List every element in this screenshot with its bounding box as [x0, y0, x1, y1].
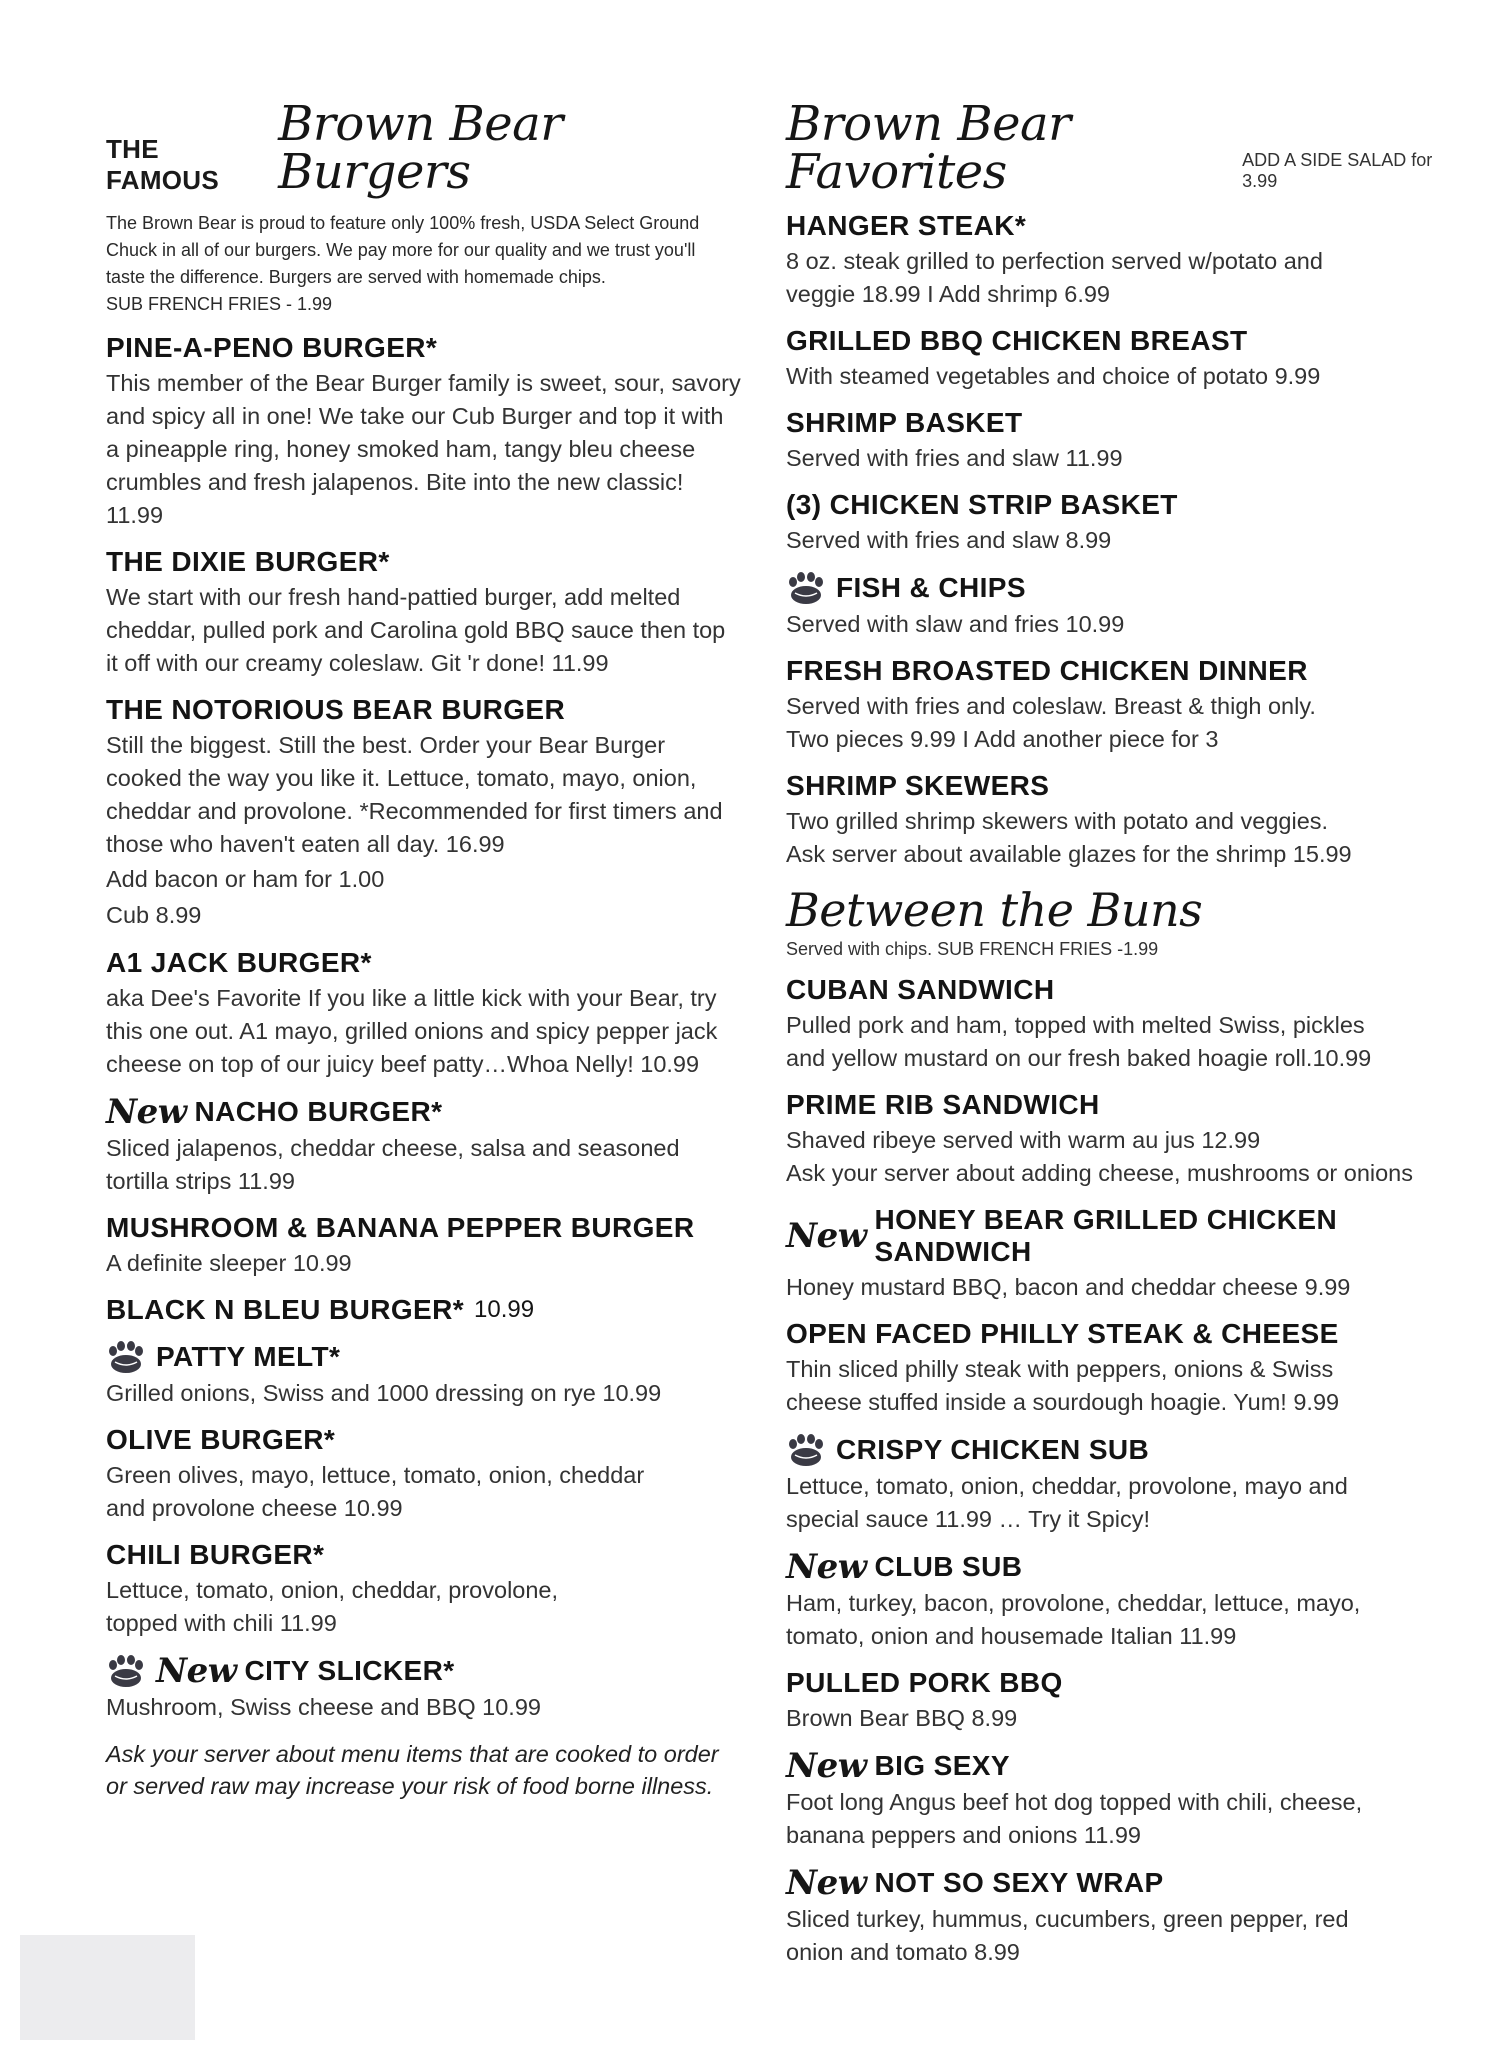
menu-item [786, 1089, 1436, 1190]
description-line: cheddar, pulled pork and Carolina gold BBQ sauce then top [106, 617, 726, 643]
menu-item-name: CRISPY CHICKEN SUB [836, 1434, 1150, 1465]
menu-item-description [786, 1353, 1436, 1419]
menu-item-name: PULLED PORK BBQ [786, 1667, 1063, 1698]
description-line: Brown Bear BBQ 8.99 [786, 1705, 1018, 1731]
menu-item-name: OPEN FACED PHILLY STEAK & CHEESE [786, 1318, 1339, 1349]
description-line: those who haven't eaten all day. 16.99 [106, 831, 505, 857]
menu-item [106, 947, 766, 1081]
description-line: Green olives, mayo, lettuce, tomato, onion, cheddar [106, 1462, 645, 1488]
burgers-intro [106, 210, 766, 318]
description-line: and provolone cheese 10.99 [106, 1495, 403, 1521]
menu-item-header [106, 694, 766, 726]
description-line: special sauce 11.99 … Try it Spicy! [786, 1506, 1150, 1532]
menu-item-description [786, 524, 1436, 557]
menu-item [786, 974, 1436, 1075]
description-line: it off with our creamy coleslaw. Git 'r done! 11.99 [106, 650, 609, 676]
disclaimer-line: or served raw may increase your risk of food borne illness. [106, 1773, 714, 1799]
bear-paw-icon [106, 1654, 146, 1688]
menu-item-name: CHILI BURGER* [106, 1539, 325, 1570]
description-line: and yellow mustard on our fresh baked hoagie roll.10.99 [786, 1045, 1372, 1071]
new-badge: New [786, 1216, 867, 1256]
buns-header [786, 883, 1436, 937]
bear-paw-icon [786, 571, 826, 605]
description-line: Pulled pork and ham, topped with melted Swiss, pickles [786, 1012, 1365, 1038]
menu-item-description [106, 729, 766, 861]
description-line: A definite sleeper 10.99 [106, 1250, 352, 1276]
food-disclaimer [106, 1738, 766, 1802]
description-line: cooked the way you like it. Lettuce, tomato, mayo, onion, [106, 765, 697, 791]
menu-item-name: OLIVE BURGER* [106, 1424, 336, 1455]
menu-item-description [786, 805, 1436, 871]
description-line: tortilla strips 11.99 [106, 1168, 295, 1194]
buns-intro: Served with chips. SUB FRENCH FRIES -1.99 [786, 939, 1159, 959]
menu-item-name: NOT SO SEXY WRAP [874, 1867, 1164, 1898]
menu-item-header [106, 332, 766, 364]
description-line: veggie 18.99 I Add shrimp 6.99 [786, 281, 1110, 307]
menu-item-description [786, 1009, 1436, 1075]
menu-item-description [786, 360, 1436, 393]
menu-item-header [786, 1746, 1436, 1786]
menu-item [106, 1294, 766, 1326]
buns-script-title: Between the Buns [786, 883, 1203, 937]
description-line: Thin sliced philly steak with peppers, onions & Swiss [786, 1356, 1334, 1382]
burgers-column [106, 96, 766, 1802]
menu-item [106, 1340, 766, 1410]
description-line: Mushroom, Swiss cheese and BBQ 10.99 [106, 1694, 541, 1720]
burgers-script-title: Brown Bear Burgers [278, 96, 563, 200]
menu-item-name: BLACK N BLEU BURGER* [106, 1294, 464, 1325]
favorites-script-title: Brown Bear Favorites [786, 96, 1071, 200]
description-line: Honey mustard BBQ, bacon and cheddar cheese 9.99 [786, 1274, 1351, 1300]
menu-item-price: 10.99 [474, 1296, 535, 1323]
menu-item [786, 571, 1436, 641]
menu-item-header [786, 325, 1436, 357]
menu-item-description [786, 245, 1436, 311]
favorites-list [786, 210, 1436, 871]
menu-item-description [106, 1459, 766, 1525]
description-line: banana peppers and onions 11.99 [786, 1822, 1141, 1848]
menu-item-header [786, 489, 1436, 521]
menu-item-name: CITY SLICKER* [244, 1655, 455, 1686]
menu-item-header [106, 947, 766, 979]
description-line: cheese on top of our juicy beef patty…Whoa Nelly! 10.99 [106, 1051, 700, 1077]
new-badge: New [106, 1092, 187, 1132]
menu-item-description [106, 982, 766, 1081]
menu-item-name: FISH & CHIPS [836, 572, 1026, 603]
menu-item [106, 1212, 766, 1280]
description-line: cheese stuffed inside a sourdough hoagie. Yum! 9.99 [786, 1389, 1340, 1415]
description-line: cheddar and provolone. *Recommended for first timers and [106, 798, 723, 824]
description-line: Ask server about available glazes for the shrimp 15.99 [786, 841, 1352, 867]
description-line: With steamed vegetables and choice of potato 9.99 [786, 363, 1321, 389]
menu-item-name: HANGER STEAK* [786, 210, 1027, 241]
menu-item-addon: Cub 8.99 [106, 902, 202, 928]
menu-item-name: THE NOTORIOUS BEAR BURGER [106, 694, 566, 725]
menu-item-header [786, 407, 1436, 439]
description-line: Grilled onions, Swiss and 1000 dressing on rye 10.99 [106, 1380, 662, 1406]
description-line: Sliced jalapenos, cheddar cheese, salsa and seasoned [106, 1135, 680, 1161]
description-line: Sliced turkey, hummus, cucumbers, green pepper, red [786, 1906, 1349, 1932]
description-line: 11.99 [106, 502, 164, 528]
description-line: Served with fries and coleslaw. Breast & thigh only. [786, 693, 1316, 719]
description-line: a pineapple ring, honey smoked ham, tangy bleu cheese [106, 436, 696, 462]
menu-item-name: GRILLED BBQ CHICKEN BREAST [786, 325, 1248, 356]
menu-item [106, 1092, 766, 1198]
new-badge: New [156, 1651, 237, 1691]
menu-item-header [786, 1089, 1436, 1121]
bear-paw-icon [786, 1433, 826, 1467]
description-line: crumbles and fresh jalapenos. Bite into the new classic! [106, 469, 684, 495]
menu-item [786, 1204, 1436, 1304]
menu-item-description [786, 442, 1436, 475]
favorites-header [786, 96, 1436, 200]
menu-item-header [786, 210, 1436, 242]
menu-item-header [106, 1294, 766, 1326]
menu-item-name: PRIME RIB SANDWICH [786, 1089, 1100, 1120]
menu-item-name: SHRIMP SKEWERS [786, 770, 1050, 801]
description-line: Foot long Angus beef hot dog topped with chili, cheese, [786, 1789, 1363, 1815]
menu-item [106, 546, 766, 680]
menu-item-name: CLUB SUB [874, 1551, 1023, 1582]
description-line: aka Dee's Favorite If you like a little kick with your Bear, try [106, 985, 717, 1011]
new-badge: New [786, 1746, 867, 1786]
menu-item-header [786, 1667, 1436, 1699]
menu-item-description [786, 1124, 1436, 1190]
description-line: Served with slaw and fries 10.99 [786, 611, 1125, 637]
new-badge: New [786, 1547, 867, 1587]
intro-line: The Brown Bear is proud to feature only 100% fresh, USDA Select Ground [106, 213, 700, 233]
menu-item [786, 210, 1436, 311]
intro-line: SUB FRENCH FRIES - 1.99 [106, 294, 333, 314]
menu-item-description [786, 1470, 1436, 1536]
description-line: topped with chili 11.99 [106, 1610, 337, 1636]
disclaimer-line: Ask your server about menu items that are cooked to order [106, 1741, 719, 1767]
menu-item-header [786, 1318, 1436, 1350]
burgers-header [106, 96, 766, 200]
menu-item-header [786, 1547, 1436, 1587]
menu-item-description [106, 1247, 766, 1280]
menu-item-description [106, 367, 766, 532]
description-line: This member of the Bear Burger family is sweet, sour, savory [106, 370, 741, 396]
menu-item-header [786, 571, 1436, 605]
menu-item-header [106, 1424, 766, 1456]
menu-item [106, 694, 766, 933]
description-line: and spicy all in one! We take our Cub Burger and top it with [106, 403, 724, 429]
menu-item-description [786, 1587, 1436, 1653]
description-line: Two pieces 9.99 I Add another piece for 3 [786, 726, 1219, 752]
intro-line: Chuck in all of our burgers. We pay more for our quality and we trust you'll [106, 240, 696, 260]
menu-item-header [786, 655, 1436, 687]
menu-item [106, 1424, 766, 1525]
burger-list [106, 332, 766, 1724]
menu-item-header [106, 1651, 766, 1691]
menu-item [786, 1433, 1436, 1536]
bear-paw-icon [106, 1340, 146, 1374]
menu-item-description [106, 581, 766, 680]
menu-item-description [106, 1574, 766, 1640]
menu-item-description [786, 1271, 1436, 1304]
scan-shade [20, 1935, 195, 2040]
menu-item [786, 1318, 1436, 1419]
description-line: Served with fries and slaw 8.99 [786, 527, 1112, 553]
menu-item-header [106, 1539, 766, 1571]
description-line: onion and tomato 8.99 [786, 1939, 1020, 1965]
description-line: Ham, turkey, bacon, provolone, cheddar, lettuce, mayo, [786, 1590, 1361, 1616]
menu-item [106, 1539, 766, 1640]
menu-item-description [786, 1903, 1436, 1969]
description-line: tomato, onion and housemade Italian 11.99 [786, 1623, 1237, 1649]
buns-list [786, 974, 1436, 1969]
menu-item [786, 407, 1436, 475]
menu-item-description [106, 1691, 766, 1724]
favorites-column [786, 96, 1436, 1969]
menu-item [786, 655, 1436, 756]
menu-item-header [106, 546, 766, 578]
description-line: We start with our fresh hand-pattied burger, add melted [106, 584, 681, 610]
menu-item-name: CUBAN SANDWICH [786, 974, 1055, 1005]
menu-item-name: A1 JACK BURGER* [106, 947, 372, 978]
menu-item [106, 1651, 766, 1724]
menu-item-name: FRESH BROASTED CHICKEN DINNER [786, 655, 1308, 686]
menu-item-name: BIG SEXY [874, 1750, 1010, 1781]
menu-item-name: PATTY MELT* [156, 1341, 341, 1372]
menu-item-name: HONEY BEAR GRILLED CHICKEN SANDWICH [874, 1204, 1338, 1267]
menu-item-addon: Add bacon or ham for 1.00 [106, 866, 385, 892]
description-line: Lettuce, tomato, onion, cheddar, provolone, [106, 1577, 559, 1603]
description-line: this one out. A1 mayo, grilled onions and spicy pepper jack [106, 1018, 718, 1044]
menu-item [786, 1863, 1436, 1969]
menu-item-name: SHRIMP BASKET [786, 407, 1023, 438]
menu-item-name: MUSHROOM & BANANA PEPPER BURGER [106, 1212, 695, 1243]
menu-item-description [786, 608, 1436, 641]
side-salad-note: ADD A SIDE SALAD for 3.99 [1242, 150, 1433, 191]
menu-item-name: PINE-A-PENO BURGER* [106, 332, 438, 363]
description-line: Two grilled shrimp skewers with potato and veggies. [786, 808, 1329, 834]
menu-item-description [106, 1377, 766, 1410]
description-line: 8 oz. steak grilled to perfection served w/potato and [786, 248, 1323, 274]
menu-item-header [106, 1340, 766, 1374]
menu-item-description [786, 1702, 1436, 1735]
menu-item-header [106, 1092, 766, 1132]
menu-item-header [786, 770, 1436, 802]
description-line: Lettuce, tomato, onion, cheddar, provolone, mayo and [786, 1473, 1348, 1499]
menu-item-name: THE DIXIE BURGER* [106, 546, 390, 577]
description-line: Still the biggest. Still the best. Order your Bear Burger [106, 732, 666, 758]
new-badge: New [786, 1863, 867, 1903]
menu-item [786, 1667, 1436, 1735]
menu-item [786, 325, 1436, 393]
menu-item-header [786, 974, 1436, 1006]
menu-item-name: NACHO BURGER* [194, 1096, 443, 1127]
menu-item-description [106, 1132, 766, 1198]
menu-item [786, 770, 1436, 871]
intro-line: taste the difference. Burgers are served with homemade chips. [106, 267, 606, 287]
description-line: Ask your server about adding cheese, mushrooms or onions [786, 1160, 1413, 1186]
menu-item [786, 489, 1436, 557]
description-line: Served with fries and slaw 11.99 [786, 445, 1123, 471]
menu-item [786, 1547, 1436, 1653]
description-line: Shaved ribeye served with warm au jus 12.99 [786, 1127, 1261, 1153]
menu-item-description [786, 1786, 1436, 1852]
menu-item-header [786, 1863, 1436, 1903]
famous-label: THE FAMOUS [106, 134, 220, 195]
menu-item-header [106, 1212, 766, 1244]
menu-item-header [786, 1204, 1436, 1268]
menu-item-header [786, 1433, 1436, 1467]
menu-item [106, 332, 766, 532]
menu-item [786, 1746, 1436, 1852]
menu-item-description [786, 690, 1436, 756]
menu-item-name: (3) CHICKEN STRIP BASKET [786, 489, 1178, 520]
